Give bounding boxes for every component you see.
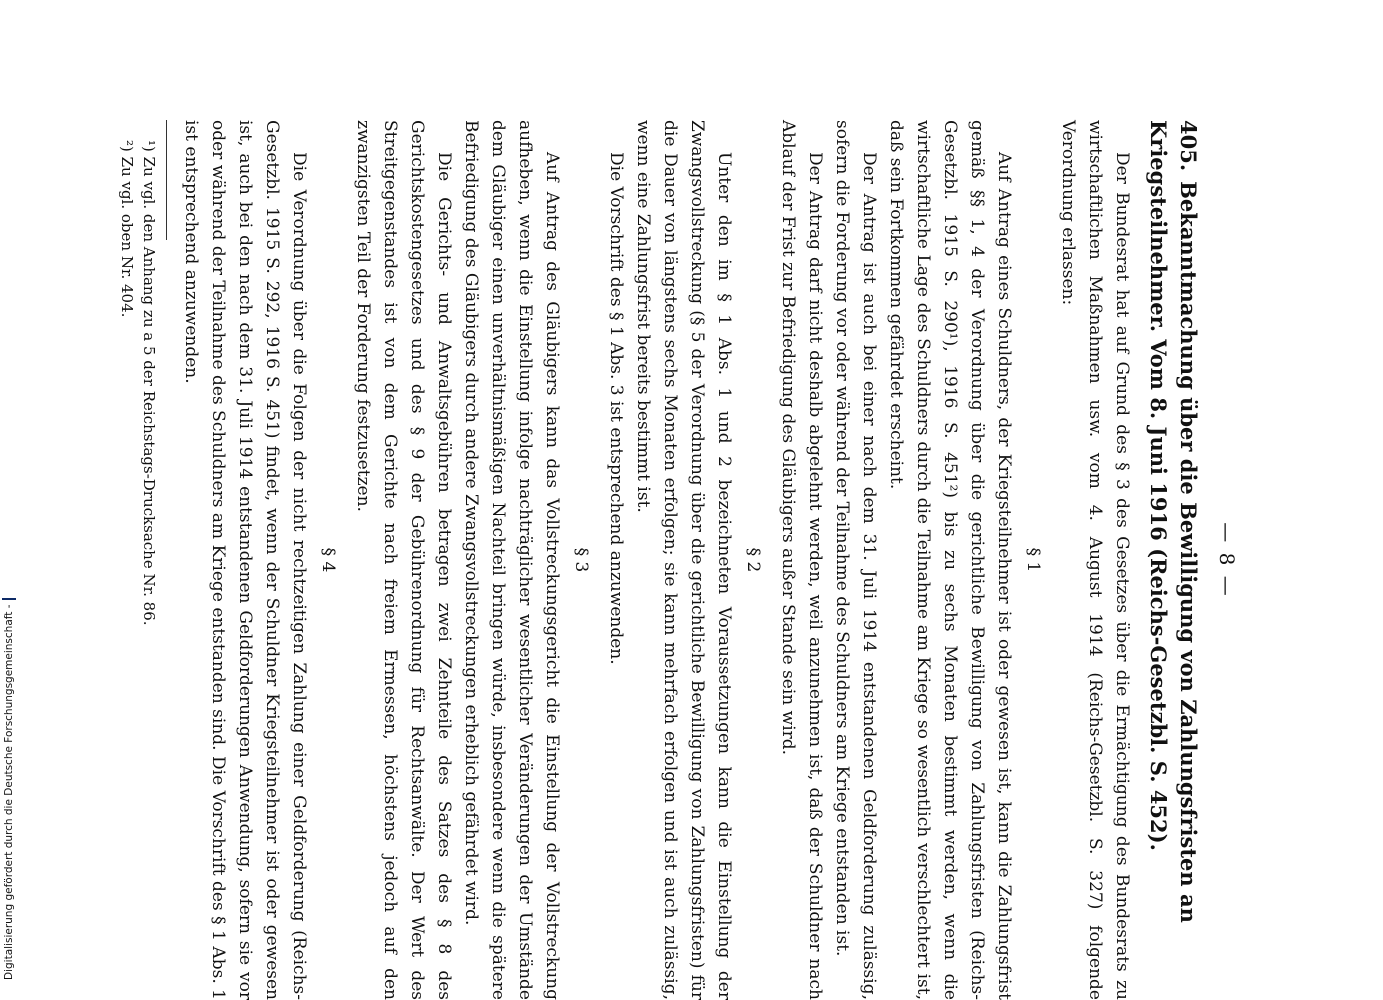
footnote-divider [166, 120, 167, 240]
section-heading-2: § 2 [743, 547, 763, 573]
section-1-paragraph-1: Auf Antrag eines Schuldners, der Kriegsteilnehmer ist oder gewesen ist, kann die Zahlungsfrist gemäß §§ 1, 4 der Verordnung über die gerichtliche Bewilligung von Zahlungsfristen (Reichs-Gesetzbl. 1915 S. 290¹), 1916 S. 451²) bis zu sechs Monaten bestimmt werden, wenn die wirtschaftliche Lage des Schuldners durch die Teilnahme am Kriege so wesentlich verschlechtert ist, daß sein Fortkommen gefährdet erscheint. [886, 120, 1014, 1000]
section-4-paragraph-1: Die Verordnung über die Folgen der nicht rechtzeitigen Zahlung einer Geldforderung (Reichs-Gesetzbl. 1915 S. 292, 1916 S. 451) findet, wenn der Schuldner Kriegsteilnehmer ist oder gewesen ist, auch bei den nach dem 31. Juli 1914 entstandenen Geldforderungen Anwendung, sofern sie vor oder während der Teilnahme des Schuldners am Kriege entstanden sind. Die Vorschrift des § 1 Abs. 1 ist entsprechend anzuwenden. [181, 120, 309, 1000]
section-heading-3: § 3 [571, 547, 591, 573]
intro-paragraph: Der Bundesrat hat auf Grund des § 3 des Gesetzes über die Ermächtigung des Bundesrats zu wirtschaftlichen Maßnahmen usw. vom 4. August 1914 (Reichs-Gesetzbl. S. 327) folgende Verordnung erlassen: [1058, 120, 1132, 1000]
section-3-paragraph-1: Auf Antrag des Gläubigers kann das Vollstreckungsgericht die Einstellung der Vollstreckung aufheben, wenn die Einstellung infolge nachträglicher wesentlicher Veränderungen der Umstände dem Gläubiger einen unverhältnismäßigen Nachteil bringen würde, insbesondere wenn die spätere Befriedigung des Gläubigers durch andere Zwangsvollstreckungen erheblich gefährdet wird. [461, 120, 562, 1000]
title-text: Bekanntmachung über die Bewilligung von Zahlungsfristen an Kriegsteilnehmer. Vom 8. Juni 1916 (Reichs-Gesetzbl. S. 452). [1146, 120, 1201, 923]
section-1-paragraph-3: Der Antrag darf nicht deshalb abgelehnt werden, weil anzunehmen ist, daß der Schuldner nach Ablauf der Frist zur Befriedigung des Gläubigers außer Stande sein wird. [778, 120, 825, 1000]
document-page [118, 120, 1240, 1000]
section-1-paragraph-2: Der Antrag ist auch bei einer nach dem 31. Juli 1914 entstandenen Geldforderung zulässig, sofern die Forderung vor oder während der Teilnahme des Schuldners am Kriege entstanden ist. [832, 120, 879, 1000]
section-2-paragraph-2: Die Vorschrift des § 1 Abs. 3 ist entsprechend anzuwenden. [606, 152, 626, 665]
title-number: 405. [1176, 120, 1201, 172]
section-3-paragraph-2: Die Gerichts- und Anwaltsgebühren betragen zwei Zehnteile des Satzes des § 8 des Gerichtskostengesetzes und des § 9 der Gebührenordnung für Rechtsanwälte. Der Wert des Streitgegenstandes ist von dem Gerichte nach freiem Ermessen, höchstens jedoch auf den zwanzigsten Teil der Forderung festzusetzen. [353, 120, 454, 1000]
digitization-credit [2, 600, 16, 980]
section-2-paragraph-1: Unter den im § 1 Abs. 1 und 2 bezeichneten Voraussetzungen kann die Einstellung der Zwangsvollstreckung (§ 5 der Verordnung über die gerichtliche Bewilligung von Zahlungsfristen) für die Dauer von längstens sechs Monaten erfolgen; sie kann mehrfach erfolgen und ist auch zulässig, wenn eine Zahlungsfrist bereits bestimmt ist. [633, 120, 734, 1000]
footnote-1: ¹) Zu vgl. den Anhang zu a 5 der Reichstags-Drucksache Nr. 86. [140, 140, 158, 626]
footnote-2: ²) Zu vgl. oben Nr. 404. [118, 140, 136, 318]
dfg-logo-icon [2, 598, 16, 600]
document-title [1143, 120, 1203, 1000]
page-number: — 8 — [1215, 522, 1239, 598]
section-heading-4: § 4 [318, 547, 338, 573]
credit-text: Digitalisierung gefördert durch die Deutsche Forschungsgemeinschaft - [3, 604, 15, 980]
section-heading-1: § 1 [1023, 547, 1043, 573]
